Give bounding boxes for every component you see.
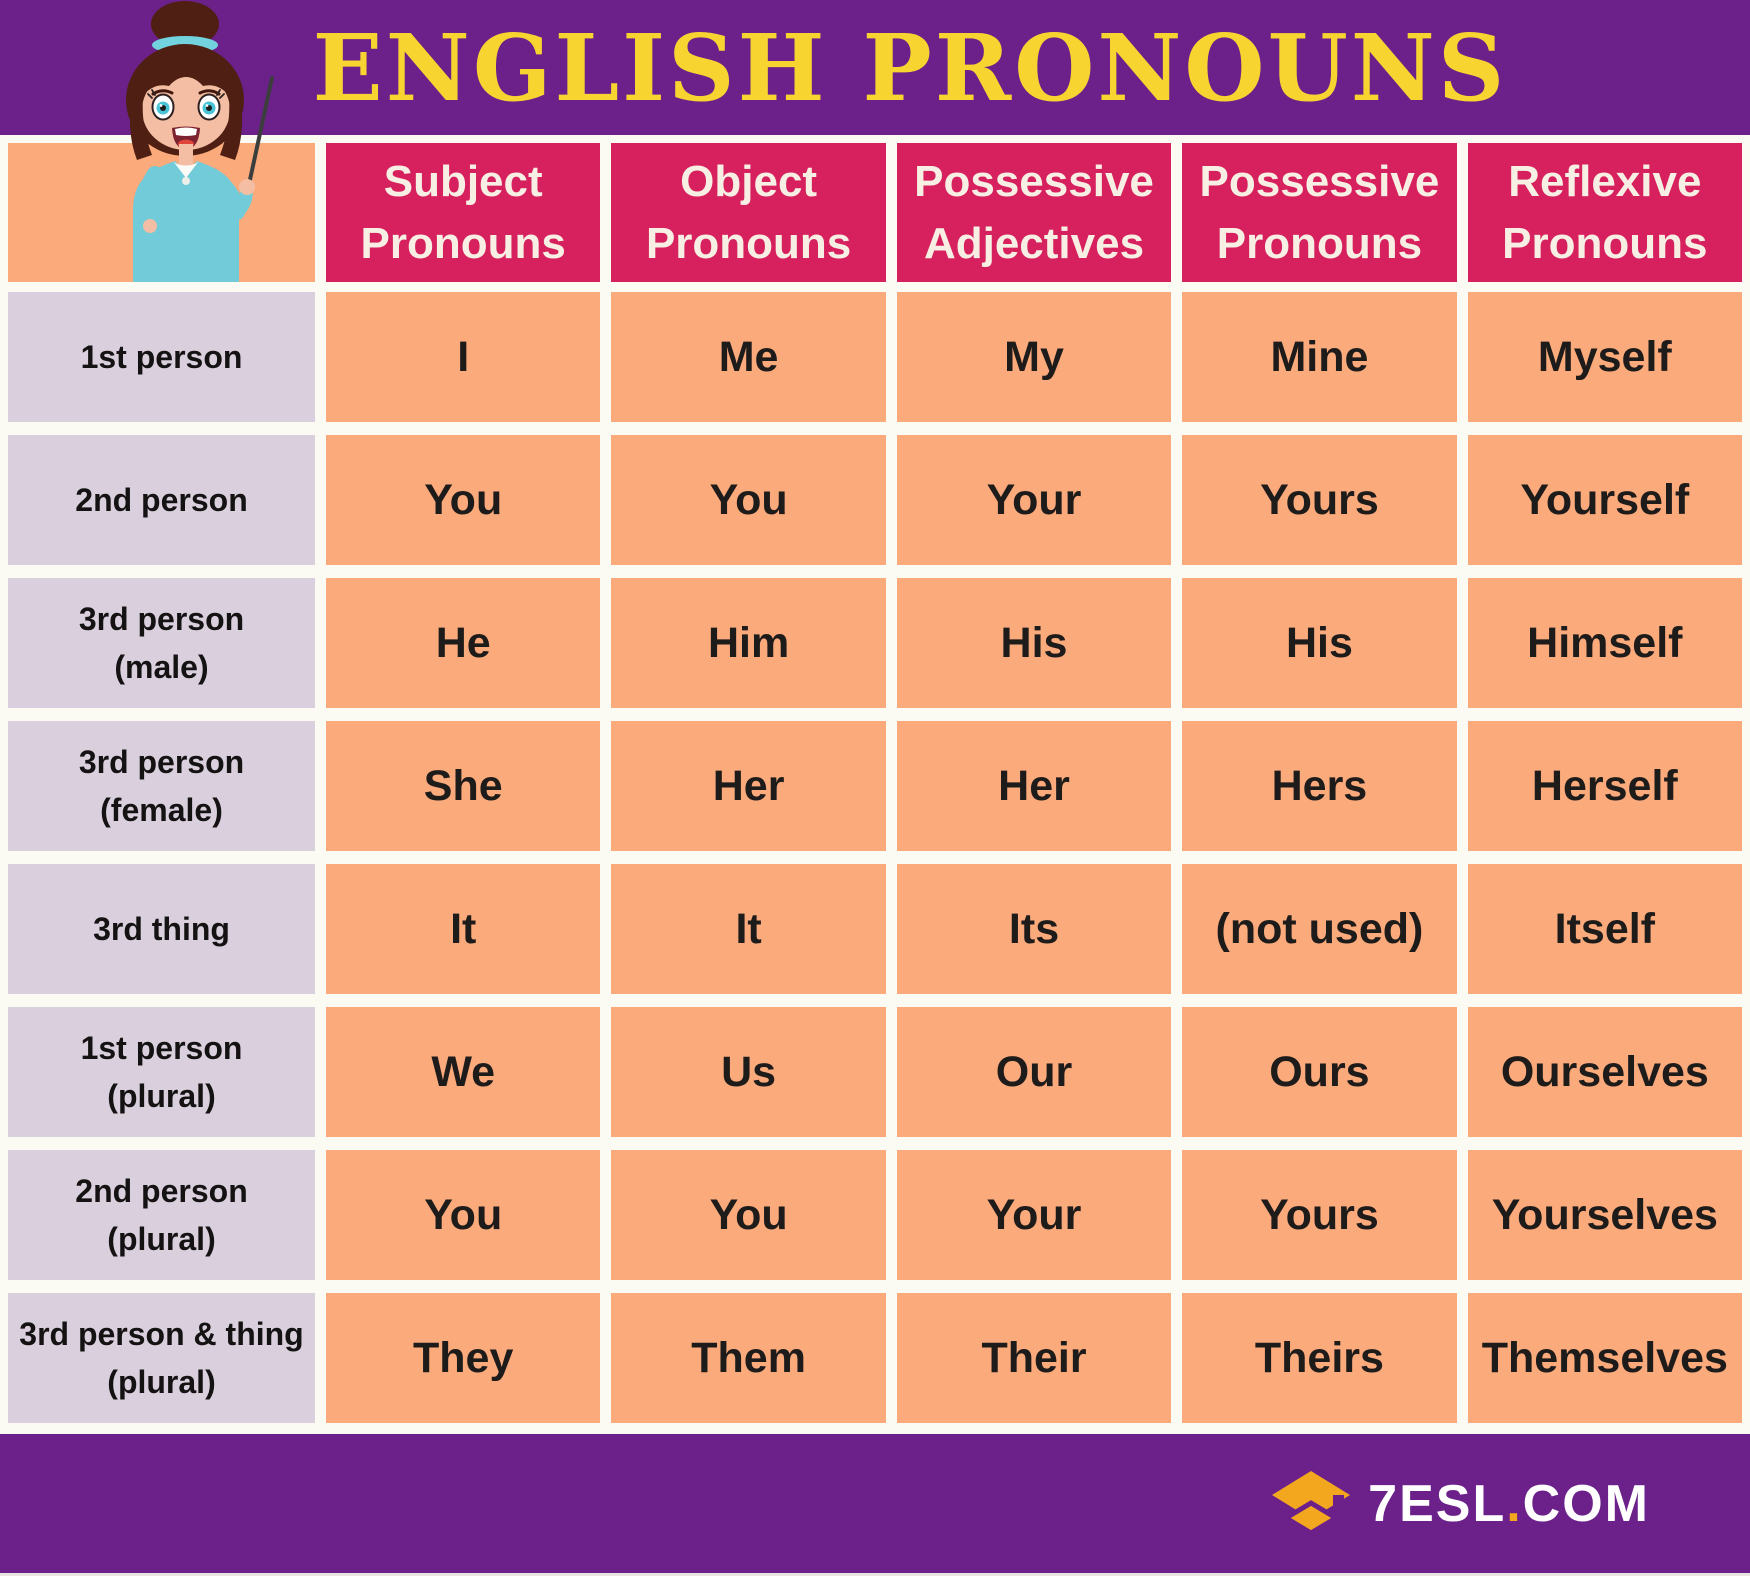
pronoun-cell: Me	[611, 292, 885, 422]
pronoun-cell: Herself	[1468, 721, 1742, 851]
pronoun-cell: He	[326, 578, 600, 708]
pronoun-cell: Ours	[1182, 1007, 1456, 1137]
pronoun-cell: Itself	[1468, 864, 1742, 994]
pronoun-cell: Your	[897, 1150, 1171, 1280]
pronoun-cell: Hers	[1182, 721, 1456, 851]
pronoun-cell: I	[326, 292, 600, 422]
row-label-line: 1st person	[80, 1030, 243, 1066]
row-label-line: (plural)	[107, 1364, 216, 1400]
row-label	[8, 435, 315, 565]
column-header-subject-pronouns: Subject Pronouns	[326, 143, 600, 282]
row-label-line: (plural)	[107, 1221, 216, 1257]
pronoun-cell: It	[611, 864, 885, 994]
pronoun-cell: You	[611, 435, 885, 565]
row-label	[8, 1007, 315, 1137]
pronoun-cell: Myself	[1468, 292, 1742, 422]
footer-banner	[0, 1434, 1750, 1573]
pronoun-cell: You	[611, 1150, 885, 1280]
row-label	[8, 292, 315, 422]
pronoun-cell: Her	[897, 721, 1171, 851]
graduation-cap-icon	[1270, 1469, 1352, 1539]
pronoun-cell: Its	[897, 864, 1171, 994]
pronoun-cell: Us	[611, 1007, 885, 1137]
pronoun-cell: They	[326, 1293, 600, 1423]
table-row-1st-person	[8, 292, 1742, 422]
row-label-line: (female)	[100, 792, 223, 828]
pronouns-table	[8, 143, 1742, 1423]
pronoun-cell: His	[897, 578, 1171, 708]
row-label-line: 1st person	[80, 339, 243, 375]
row-label	[8, 1293, 315, 1423]
row-label	[8, 578, 315, 708]
brand-logo	[1270, 1469, 1650, 1539]
pronoun-cell: My	[897, 292, 1171, 422]
pronoun-cell: You	[326, 435, 600, 565]
column-header-object-pronouns: Object Pronouns	[611, 143, 885, 282]
pronoun-cell: (not used)	[1182, 864, 1456, 994]
pronoun-cell: Him	[611, 578, 885, 708]
pronoun-cell: Their	[897, 1293, 1171, 1423]
row-label	[8, 1150, 315, 1280]
brand-text-dot: .	[1506, 1474, 1523, 1533]
pronoun-cell: Them	[611, 1293, 885, 1423]
table-row-2nd-person-plural	[8, 1150, 1742, 1280]
pronoun-cell: We	[326, 1007, 600, 1137]
pronoun-cell: Themselves	[1468, 1293, 1742, 1423]
pronoun-cell: Yours	[1182, 1150, 1456, 1280]
row-label-line: (male)	[114, 649, 209, 685]
table-row-2nd-person	[8, 435, 1742, 565]
pronoun-cell: Your	[897, 435, 1171, 565]
pronoun-cell: It	[326, 864, 600, 994]
pronoun-cell: Her	[611, 721, 885, 851]
row-label-line: 2nd person	[75, 482, 248, 518]
row-label-line: 2nd person	[75, 1173, 248, 1209]
row-label	[8, 864, 315, 994]
row-label	[8, 721, 315, 851]
row-label-line: 3rd person & thing	[19, 1316, 304, 1352]
row-label-line: 3rd person	[78, 601, 245, 637]
pronoun-cell: You	[326, 1150, 600, 1280]
row-label-line: 3rd thing	[93, 911, 230, 947]
brand-text	[1368, 1474, 1650, 1533]
table-row-3rd-person-female	[8, 721, 1742, 851]
row-label-line: 3rd person	[78, 744, 245, 780]
column-header-reflexive-pronouns: Reflexive Pronouns	[1468, 143, 1742, 282]
pronoun-cell: Himself	[1468, 578, 1742, 708]
row-label-line: (plural)	[107, 1078, 216, 1114]
table-row-3rd-person-thing-plural	[8, 1293, 1742, 1423]
brand-text-right: COM	[1522, 1474, 1650, 1533]
page-title: ENGLISH PRONOUNS	[312, 13, 1508, 122]
table-row-1st-person-plural	[8, 1007, 1742, 1137]
teacher-illustration-icon	[95, 0, 285, 284]
pronoun-cell: She	[326, 721, 600, 851]
pronoun-cell: Yourselves	[1468, 1150, 1742, 1280]
brand-text-left: 7ESL	[1368, 1474, 1507, 1533]
table-row-3rd-person-male	[8, 578, 1742, 708]
table-row-3rd-thing	[8, 864, 1742, 994]
pronoun-cell: Our	[897, 1007, 1171, 1137]
pronoun-cell: His	[1182, 578, 1456, 708]
pronoun-cell: Yours	[1182, 435, 1456, 565]
column-header-possessive-pronouns: Possessive Pronouns	[1182, 143, 1456, 282]
pronoun-cell: Yourself	[1468, 435, 1742, 565]
pronoun-cell: Ourselves	[1468, 1007, 1742, 1137]
pronoun-cell: Theirs	[1182, 1293, 1456, 1423]
column-header-possessive-adjectives: Possessive Adjectives	[897, 143, 1171, 282]
pronoun-cell: Mine	[1182, 292, 1456, 422]
